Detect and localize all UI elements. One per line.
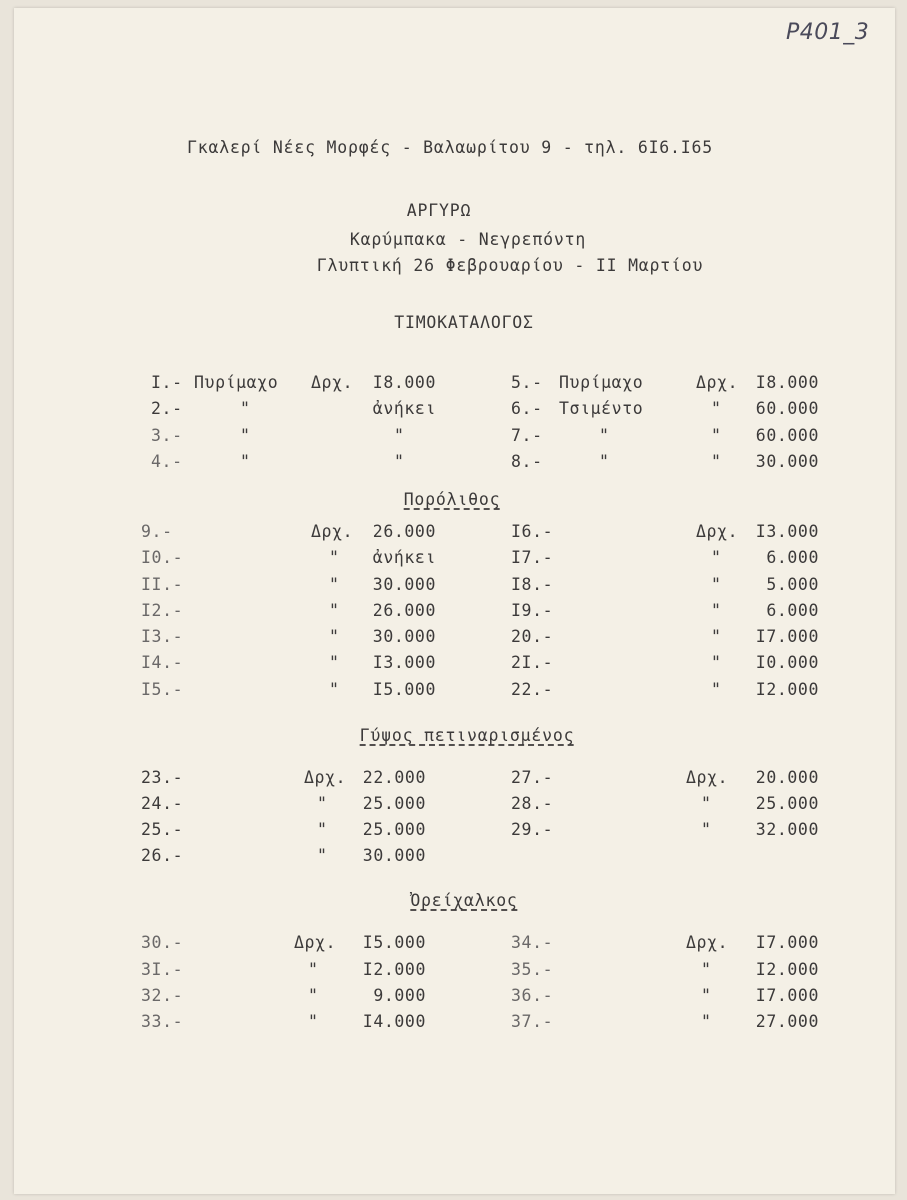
item-currency: Δρχ. xyxy=(686,933,729,952)
item-currency: " xyxy=(701,820,712,839)
item-number: 29.- xyxy=(511,820,554,839)
item-material: " xyxy=(240,426,251,445)
item-currency: " xyxy=(308,986,319,1005)
item-number: 4.- xyxy=(151,452,183,471)
exhibition-artists: Καρύμπακα - Νεγρεπόντη xyxy=(349,230,587,249)
gallery-line: Γκαλερί Νέες Μορφές - Βαλαωρίτου 9 - τηλ. 6Ι6.Ι65 xyxy=(187,138,713,157)
item-number: 32.- xyxy=(141,986,184,1005)
item-price: 22.000 xyxy=(362,768,426,787)
item-currency: Δρχ. xyxy=(304,768,347,787)
item-number: 26.- xyxy=(141,846,184,865)
item-currency: " xyxy=(317,846,328,865)
archive-note: P401_3 xyxy=(786,20,870,45)
item-number: Ι.- xyxy=(151,373,183,392)
item-price: 27.000 xyxy=(755,1012,819,1031)
item-price: 60.000 xyxy=(755,426,819,445)
item-currency: " xyxy=(329,653,340,672)
item-material: Τσιμέντο xyxy=(559,399,644,418)
item-number: 8.- xyxy=(511,452,543,471)
item-currency: " xyxy=(711,680,722,699)
section-heading: Γύψος πετιναρισμένος xyxy=(359,726,575,745)
item-price: 32.000 xyxy=(755,820,819,839)
item-price: ἀνήκει xyxy=(372,399,436,418)
item-currency: " xyxy=(711,399,722,418)
item-price: 30.000 xyxy=(372,575,436,594)
item-price: Ι0.000 xyxy=(755,653,819,672)
item-price: Ι7.000 xyxy=(755,986,819,1005)
item-number: 28.- xyxy=(511,794,554,813)
item-currency: " xyxy=(329,548,340,567)
item-currency: " xyxy=(329,575,340,594)
item-price: 26.000 xyxy=(372,601,436,620)
item-number: 7.- xyxy=(511,426,543,445)
item-price: Ι5.000 xyxy=(372,680,436,699)
item-currency: " xyxy=(317,820,328,839)
item-number: 3.- xyxy=(151,426,183,445)
item-number: 25.- xyxy=(141,820,184,839)
item-number: 35.- xyxy=(511,960,554,979)
item-currency: Δρχ. xyxy=(686,768,729,787)
item-number: 34.- xyxy=(511,933,554,952)
document-page xyxy=(14,8,895,1194)
item-number: 30.- xyxy=(141,933,184,952)
item-price: Ι3.000 xyxy=(755,522,819,541)
exhibition-subtitle: Γλυπτική 26 Φεβρουαρίου - ΙΙ Μαρτίου xyxy=(316,256,704,275)
item-price: " xyxy=(394,426,405,445)
item-material: Πυρίμαχο xyxy=(194,373,279,392)
item-price: " xyxy=(394,452,405,471)
item-price: 25.000 xyxy=(362,794,426,813)
item-price: 6.000 xyxy=(766,548,819,567)
item-number: 33.- xyxy=(141,1012,184,1031)
item-price: 6.000 xyxy=(766,601,819,620)
item-currency: " xyxy=(701,986,712,1005)
item-currency: " xyxy=(711,653,722,672)
item-number: 23.- xyxy=(141,768,184,787)
item-material: " xyxy=(599,426,610,445)
item-number: Ι7.- xyxy=(511,548,554,567)
item-currency: " xyxy=(329,601,340,620)
item-price: 30.000 xyxy=(362,846,426,865)
item-currency: Δρχ. xyxy=(294,933,337,952)
item-price: Ι3.000 xyxy=(372,653,436,672)
item-price: 5.000 xyxy=(766,575,819,594)
item-number: Ι0.- xyxy=(141,548,184,567)
item-currency: " xyxy=(711,548,722,567)
item-number: Ι2.- xyxy=(141,601,184,620)
item-currency: " xyxy=(701,794,712,813)
item-price: Ι2.000 xyxy=(755,680,819,699)
item-currency: " xyxy=(701,1012,712,1031)
item-material: " xyxy=(599,452,610,471)
item-number: 2Ι.- xyxy=(511,653,554,672)
item-price: Ι2.000 xyxy=(755,960,819,979)
item-currency: " xyxy=(711,575,722,594)
catalog-title: ΤΙΜΟΚΑΤΑΛΟΓΟΣ xyxy=(394,313,534,332)
item-price: 30.000 xyxy=(755,452,819,471)
item-currency: " xyxy=(711,627,722,646)
item-currency: " xyxy=(701,960,712,979)
item-number: 3Ι.- xyxy=(141,960,184,979)
item-price: 9.000 xyxy=(373,986,426,1005)
item-price: 30.000 xyxy=(372,627,436,646)
item-price: 20.000 xyxy=(755,768,819,787)
item-currency: Δρχ. xyxy=(311,373,354,392)
item-currency: " xyxy=(711,452,722,471)
item-number: Ι4.- xyxy=(141,653,184,672)
item-price: Ι8.000 xyxy=(372,373,436,392)
item-number: 36.- xyxy=(511,986,554,1005)
item-currency: Δρχ. xyxy=(696,522,739,541)
item-number: 2.- xyxy=(151,399,183,418)
item-number: 9.- xyxy=(141,522,173,541)
item-price: Ι8.000 xyxy=(755,373,819,392)
item-number: Ι5.- xyxy=(141,680,184,699)
item-number: ΙΙ.- xyxy=(141,575,184,594)
section-heading: Ὀρείχαλκος xyxy=(410,891,518,910)
item-number: Ι8.- xyxy=(511,575,554,594)
item-currency: " xyxy=(329,627,340,646)
item-number: Ι6.- xyxy=(511,522,554,541)
item-price: 25.000 xyxy=(755,794,819,813)
item-price: 26.000 xyxy=(372,522,436,541)
item-price: 25.000 xyxy=(362,820,426,839)
item-currency: Δρχ. xyxy=(311,522,354,541)
item-currency: " xyxy=(329,680,340,699)
item-price: Ι7.000 xyxy=(755,933,819,952)
item-currency: " xyxy=(711,601,722,620)
item-number: 20.- xyxy=(511,627,554,646)
item-currency: " xyxy=(308,1012,319,1031)
item-price: Ι5.000 xyxy=(362,933,426,952)
item-currency: " xyxy=(308,960,319,979)
item-price: Ι4.000 xyxy=(362,1012,426,1031)
item-number: 24.- xyxy=(141,794,184,813)
item-number: 37.- xyxy=(511,1012,554,1031)
item-price: Ι2.000 xyxy=(362,960,426,979)
item-number: 6.- xyxy=(511,399,543,418)
item-price: ἀνήκει xyxy=(372,548,436,567)
item-number: Ι9.- xyxy=(511,601,554,620)
item-currency: " xyxy=(711,426,722,445)
item-number: 5.- xyxy=(511,373,543,392)
item-number: 22.- xyxy=(511,680,554,699)
item-currency: " xyxy=(317,794,328,813)
item-material: " xyxy=(240,399,251,418)
item-material: " xyxy=(240,452,251,471)
exhibition-title: ΑΡΓΥΡΩ xyxy=(406,201,472,220)
item-number: 27.- xyxy=(511,768,554,787)
item-price: 60.000 xyxy=(755,399,819,418)
item-material: Πυρίμαχο xyxy=(559,373,644,392)
item-price: Ι7.000 xyxy=(755,627,819,646)
section-heading: Πορόλιθος xyxy=(403,490,501,509)
item-currency: Δρχ. xyxy=(696,373,739,392)
item-number: Ι3.- xyxy=(141,627,184,646)
